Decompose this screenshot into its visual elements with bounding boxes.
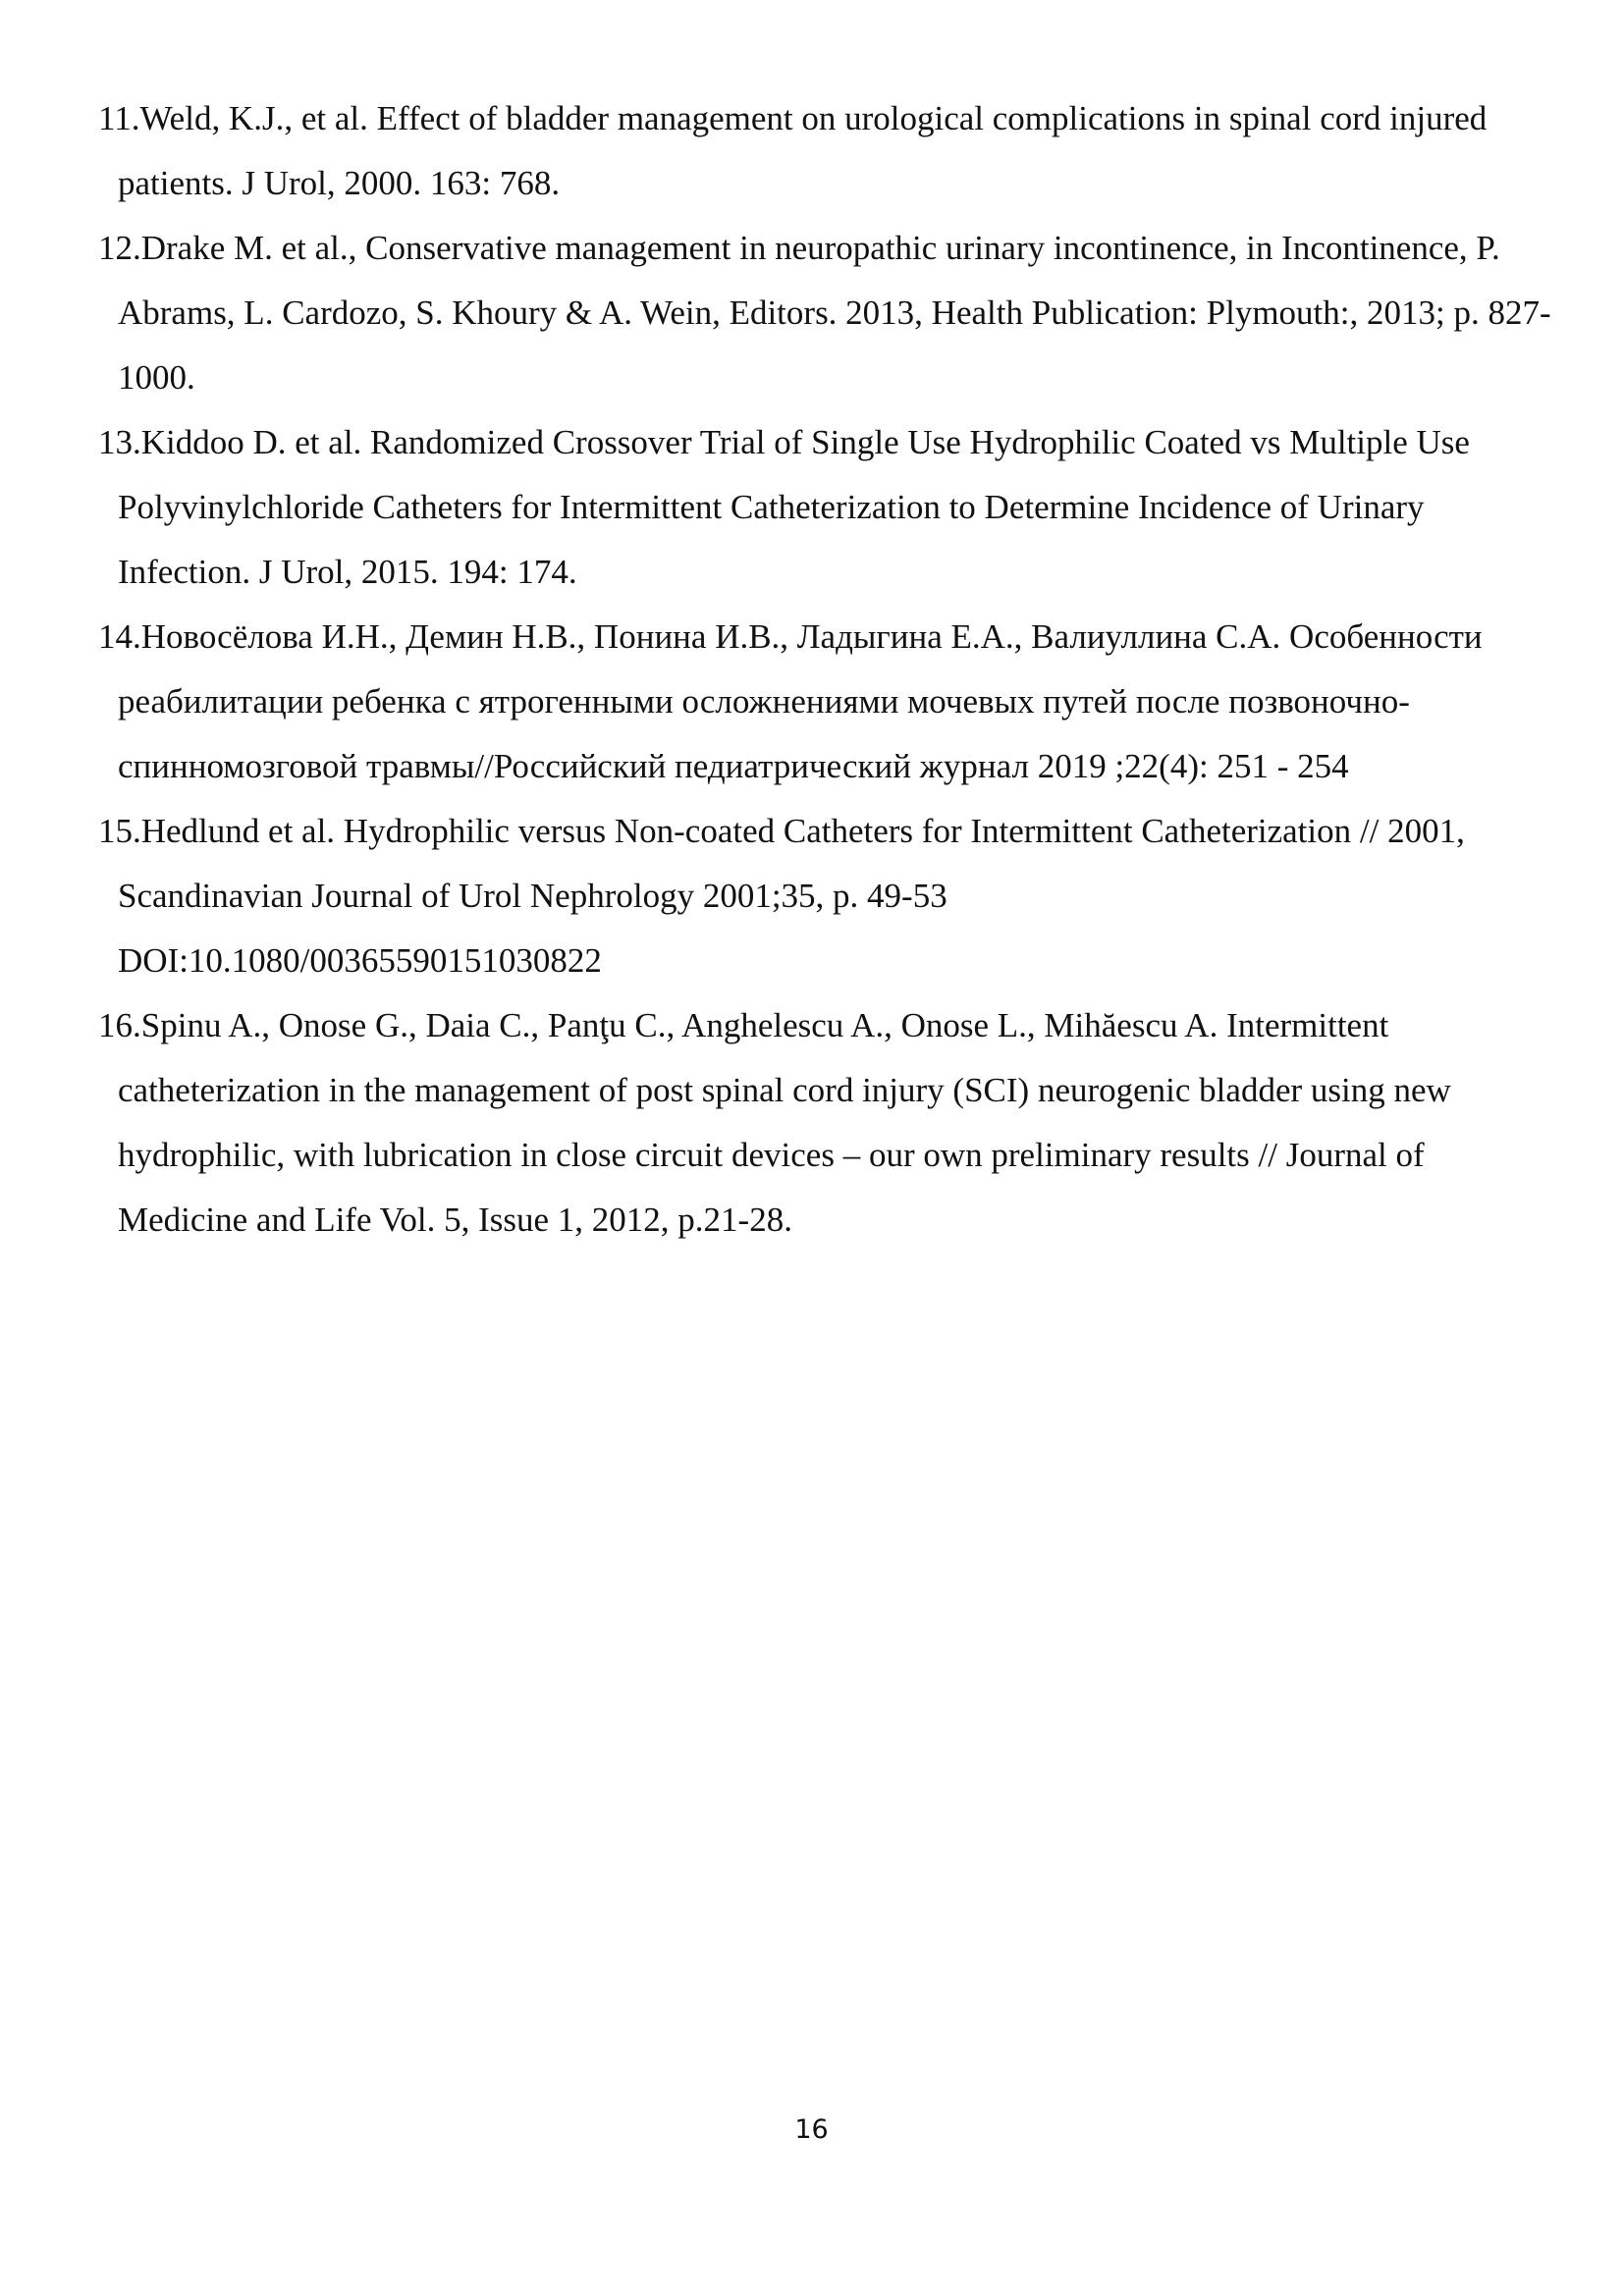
reference-item-13	[98, 410, 1551, 605]
reference-number: 16.	[98, 1006, 141, 1044]
reference-number: 12.	[98, 229, 141, 267]
reference-text: Hedlund et al. Hydrophilic versus Non-coated Catheters for Intermittent Catheterization // 2001, Scandinavian Journal of Urol Nephrology 2001;35, p. 49-53	[118, 812, 1465, 915]
reference-number: 13.	[98, 423, 141, 461]
reference-text: Weld, K.J., et al. Effect of bladder management on urological complications in spinal cord injured patients. J Urol, 2000. 163: 768.	[118, 99, 1488, 202]
reference-number: 15.	[98, 812, 141, 850]
reference-item-15	[98, 799, 1551, 993]
reference-text: Spinu A., Onose G., Daia C., Panţu C., Anghelescu A., Onose L., Mihăescu A. Intermittent catheterization in the management of post spinal cord injury (SCI) neurogenic bladder using new hydrophilic, with lubrication in close circuit devices – our own preliminary results // Journal of Medicine and Life Vol. 5, Issue 1, 2012, p.21-28.	[118, 1006, 1451, 1239]
reference-doi: DOI:10.1080/00365590151030822	[118, 941, 602, 980]
reference-number: 11.	[98, 99, 140, 137]
reference-item-16	[98, 993, 1551, 1253]
reference-item-12	[98, 216, 1551, 410]
reference-text: Kiddoo D. et al. Randomized Crossover Trial of Single Use Hydrophilic Coated vs Multiple Use Polyvinylchloride Catheters for Intermittent Catheterization to Determine Incidence of Urinary Infection. J Urol, 2015. 194: 174.	[118, 423, 1470, 591]
reference-text: Новосёлова И.Н., Демин Н.В., Понина И.В., Ладыгина Е.А., Валиуллина С.А. Особенности реабилитации ребенка с ятрогенными осложнениями мочевых путей после позвоночно-спинномозговой травмы//Российский педиатрический журнал 2019 ;22(4): 251 - 254	[118, 617, 1483, 785]
page-number: 16	[794, 2114, 829, 2145]
reference-item-11	[98, 86, 1551, 216]
reference-number: 14.	[98, 617, 141, 656]
reference-list	[98, 86, 1551, 1253]
reference-text: Drake M. et al., Conservative management in neuropathic urinary incontinence, in Incontinence, P. Abrams, L. Cardozo, S. Khoury & A. Wein, Editors. 2013, Health Publication: Plymouth:, 2013; p. 827-1000.	[118, 229, 1551, 397]
reference-item-14	[98, 605, 1551, 799]
